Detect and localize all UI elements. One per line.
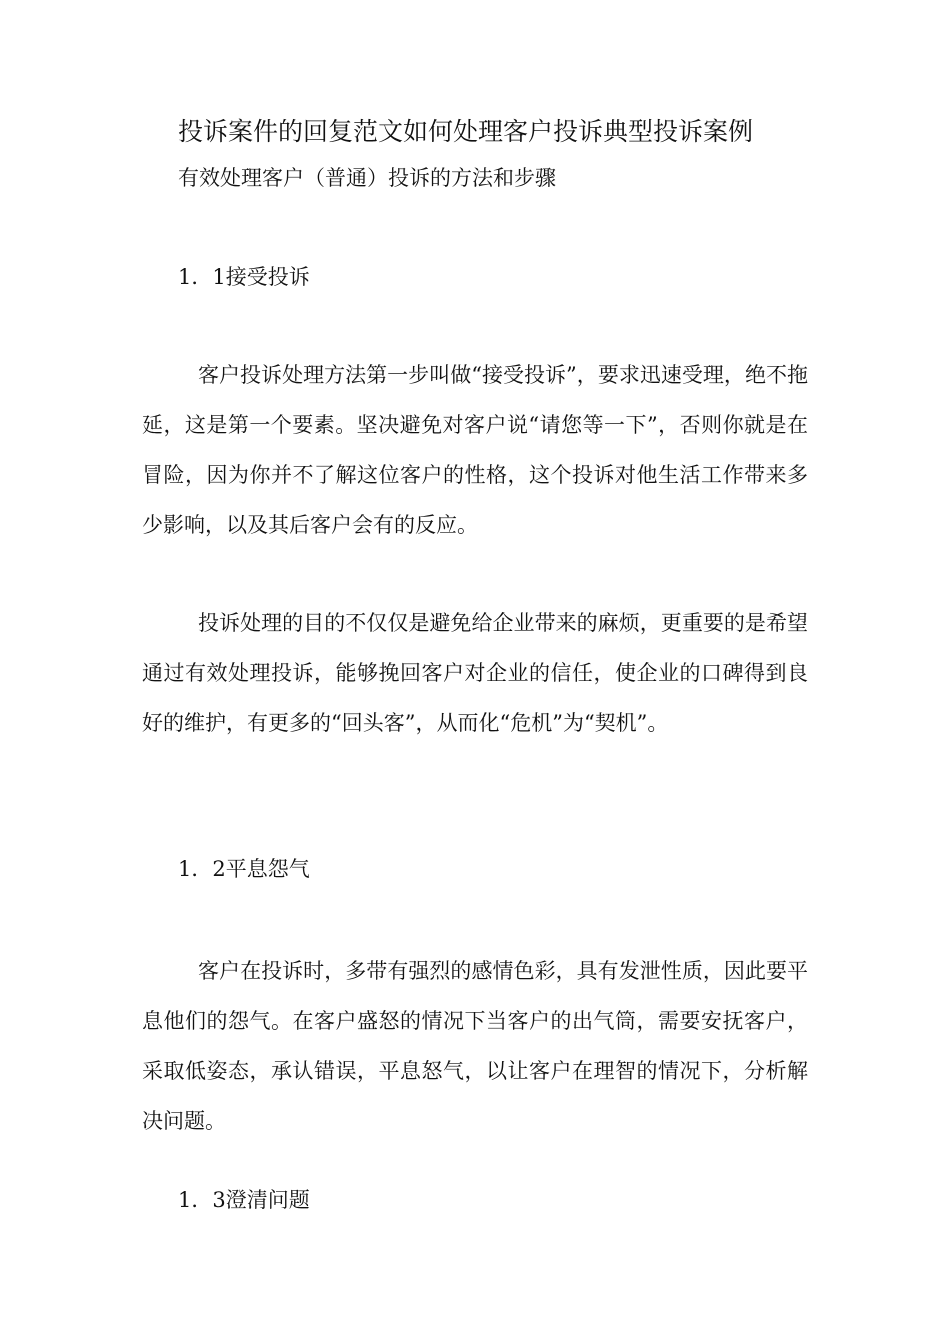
section-1-2-paragraph-1: 客户在投诉时，多带有强烈的感情色彩，具有发泄性质，因此要平息他们的怨气。在客户盛怒的情况下当客户的出气筒，需要安抚客户，采取低姿态，承认错误，平息怒气，以让客户在理智的情况下，分析解决问题。 — [142, 959, 808, 1133]
section-1-1-paragraph-1: 客户投诉处理方法第一步叫做“接受投诉”，要求迅速受理，绝不拖延，这是第一个要素。坚决避免对客户说“请您等一下”，否则你就是在冒险，因为你并不了解这位客户的性格，这个投诉对他生活工作带来多少影响，以及其后客户会有的反应。 — [142, 363, 808, 537]
section-heading-1-1: 1．1接受投诉 — [178, 265, 310, 289]
document-subtitle: 有效处理客户（普通）投诉的方法和步骤 — [178, 166, 556, 190]
section-1-1-paragraph-2: 投诉处理的目的不仅仅是避免给企业带来的麻烦，更重要的是希望通过有效处理投诉，能够挽回客户对企业的信任，使企业的口碑得到良好的维护，有更多的“回头客”，从而化“危机”为“契机”。 — [142, 611, 808, 735]
section-heading-1-2: 1．2平息怨气 — [178, 857, 310, 881]
document-title: 投诉案件的回复范文如何处理客户投诉典型投诉案例 — [178, 117, 754, 146]
section-heading-1-3: 1．3澄清问题 — [178, 1188, 310, 1212]
